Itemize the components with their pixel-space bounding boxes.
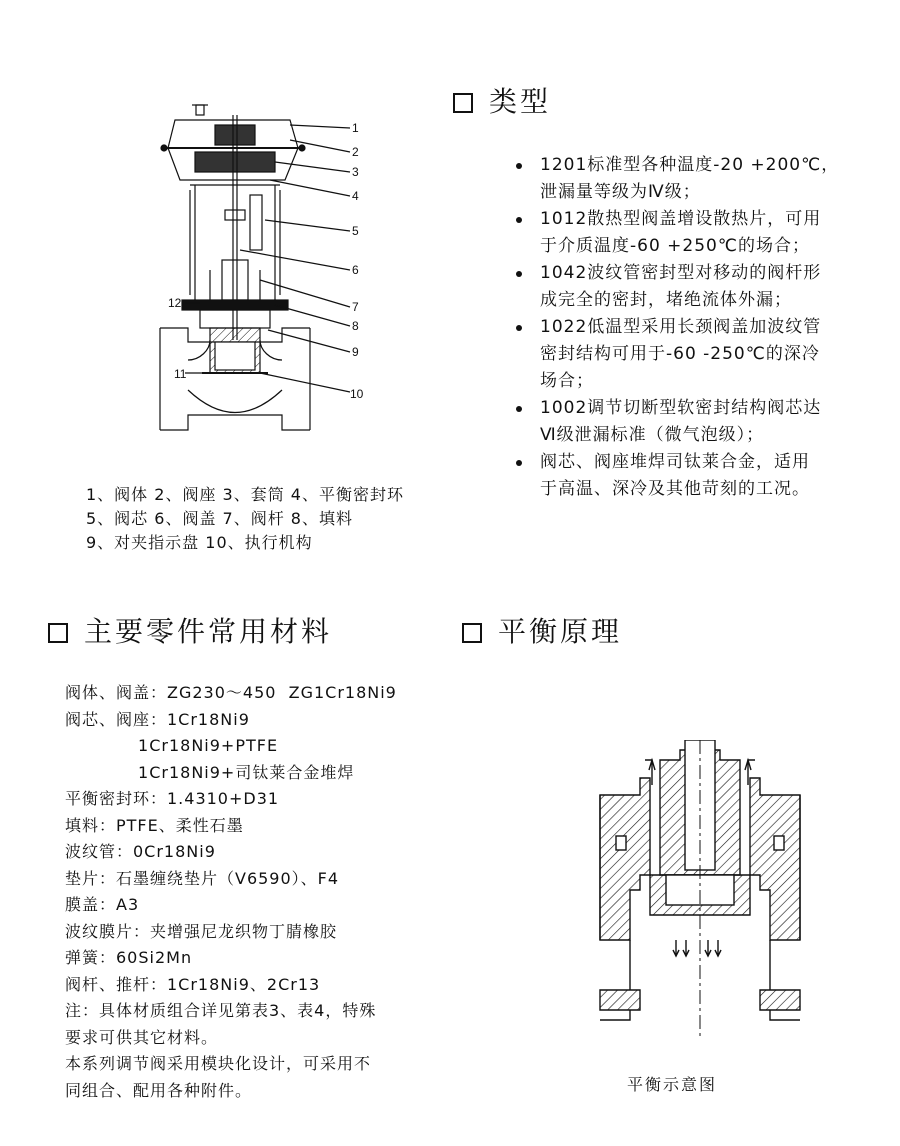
type-item	[510, 152, 870, 206]
material-line: 注：具体材质组合详见第表3、表4，特殊	[65, 1001, 377, 1020]
type-item	[510, 206, 870, 260]
bullet-icon	[516, 163, 522, 169]
callout-10: 10	[350, 387, 364, 401]
bullet-icon	[516, 460, 522, 466]
type-item-line: 场合；	[540, 371, 594, 391]
legend-line: 1、阀体 2、阀座 3、套筒 4、平衡密封环	[86, 485, 404, 504]
types-heading	[453, 80, 551, 120]
type-item-line: 1022低温型采用长颈阀盖加波纹管	[540, 317, 822, 337]
type-item	[510, 449, 870, 503]
type-item-line: 泄漏量等级为Ⅳ级；	[540, 182, 701, 202]
callout-5: 5	[352, 224, 359, 238]
material-line: 膜盖：A3	[65, 895, 140, 914]
type-item-line: 阀芯、阀座堆焊司钛莱合金，适用	[540, 452, 810, 472]
type-item-line: 1042波纹管密封型对移动的阀杆形	[540, 263, 822, 283]
callout-6: 6	[352, 263, 359, 277]
balance-caption: 平衡示意图	[627, 1075, 718, 1094]
callout-2: 2	[352, 145, 359, 159]
bullet-icon	[516, 406, 522, 412]
callout-8: 8	[352, 319, 359, 333]
material-line: 阀杆、推杆：1Cr18Ni9、2Cr13	[65, 974, 321, 994]
material-line: 波纹管：0Cr18Ni9	[65, 842, 216, 861]
material-line: 阀芯、阀座：1Cr18Ni9	[65, 709, 250, 729]
material-line: 同组合、配用各种附件。	[65, 1080, 253, 1100]
balance-heading	[462, 610, 622, 650]
type-item	[510, 395, 870, 449]
type-item	[510, 314, 870, 395]
type-item-line: 于高温、深冷及其他苛刻的工况。	[540, 479, 810, 499]
callout-11: 11	[174, 367, 187, 381]
legend-line: 9、对夹指示盘 10、执行机构	[86, 533, 313, 552]
type-item-line: 1012散热型阀盖增设散热片，可用	[540, 209, 822, 229]
callout-4: 4	[352, 189, 359, 203]
material-line: 垫片：石墨缠绕垫片（V6590）、F4	[65, 868, 340, 888]
material-line: 波纹膜片：夹增强尼龙织物丁腈橡胶	[65, 921, 338, 941]
type-item-line: Ⅵ级泄漏标准（微气泡级）；	[540, 425, 765, 445]
callout-7: 7	[352, 300, 359, 314]
checkbox-square-icon	[453, 93, 473, 113]
bullet-icon	[516, 217, 522, 223]
callout-9: 9	[352, 345, 359, 359]
material-line: 弹簧：60Si2Mn	[65, 948, 193, 967]
material-line: 阀体、阀盖：ZG230～450 ZG1Cr18Ni9	[65, 683, 397, 702]
type-item-line: 1201标准型各种温度-20 +200℃，	[540, 155, 840, 175]
legend-line: 5、阀芯 6、阀盖 7、阀杆 8、填料	[86, 509, 353, 528]
materials-list	[65, 680, 397, 1104]
type-item-line: 于介质温度-60 +250℃的场合；	[540, 236, 810, 256]
material-line: 填料：PTFE、柔性石墨	[65, 815, 244, 835]
type-item	[510, 260, 870, 314]
balance-principle-diagram	[590, 740, 810, 1040]
materials-heading-text: 主要零件常用材料	[84, 615, 333, 648]
material-line: 1Cr18Ni9+司钛莱合金堆焊	[65, 762, 355, 782]
materials-heading	[48, 610, 332, 650]
balance-heading-text: 平衡原理	[498, 615, 623, 648]
type-item-line: 密封结构可用于-60 -250℃的深冷	[540, 344, 820, 364]
bullet-icon	[516, 325, 522, 331]
bullet-icon	[516, 271, 522, 277]
parts-legend	[86, 483, 404, 555]
callout-1: 1	[352, 121, 359, 135]
callout-3: 3	[352, 165, 359, 179]
material-line: 要求可供其它材料。	[65, 1027, 219, 1047]
callout-12: 12	[168, 296, 182, 310]
valve-cross-section-diagram	[140, 100, 380, 440]
checkbox-square-icon	[48, 623, 68, 643]
material-line: 本系列调节阀采用模块化设计，可采用不	[65, 1054, 372, 1073]
checkbox-square-icon	[462, 623, 482, 643]
material-line: 平衡密封环：1.4310+D31	[65, 789, 280, 808]
type-item-line: 1002调节切断型软密封结构阀芯达	[540, 398, 822, 418]
types-heading-text: 类型	[489, 85, 552, 118]
material-line: 1Cr18Ni9+PTFE	[65, 736, 279, 755]
types-list	[510, 152, 870, 503]
type-item-line: 成完全的密封，堵绝流体外漏；	[540, 290, 792, 310]
